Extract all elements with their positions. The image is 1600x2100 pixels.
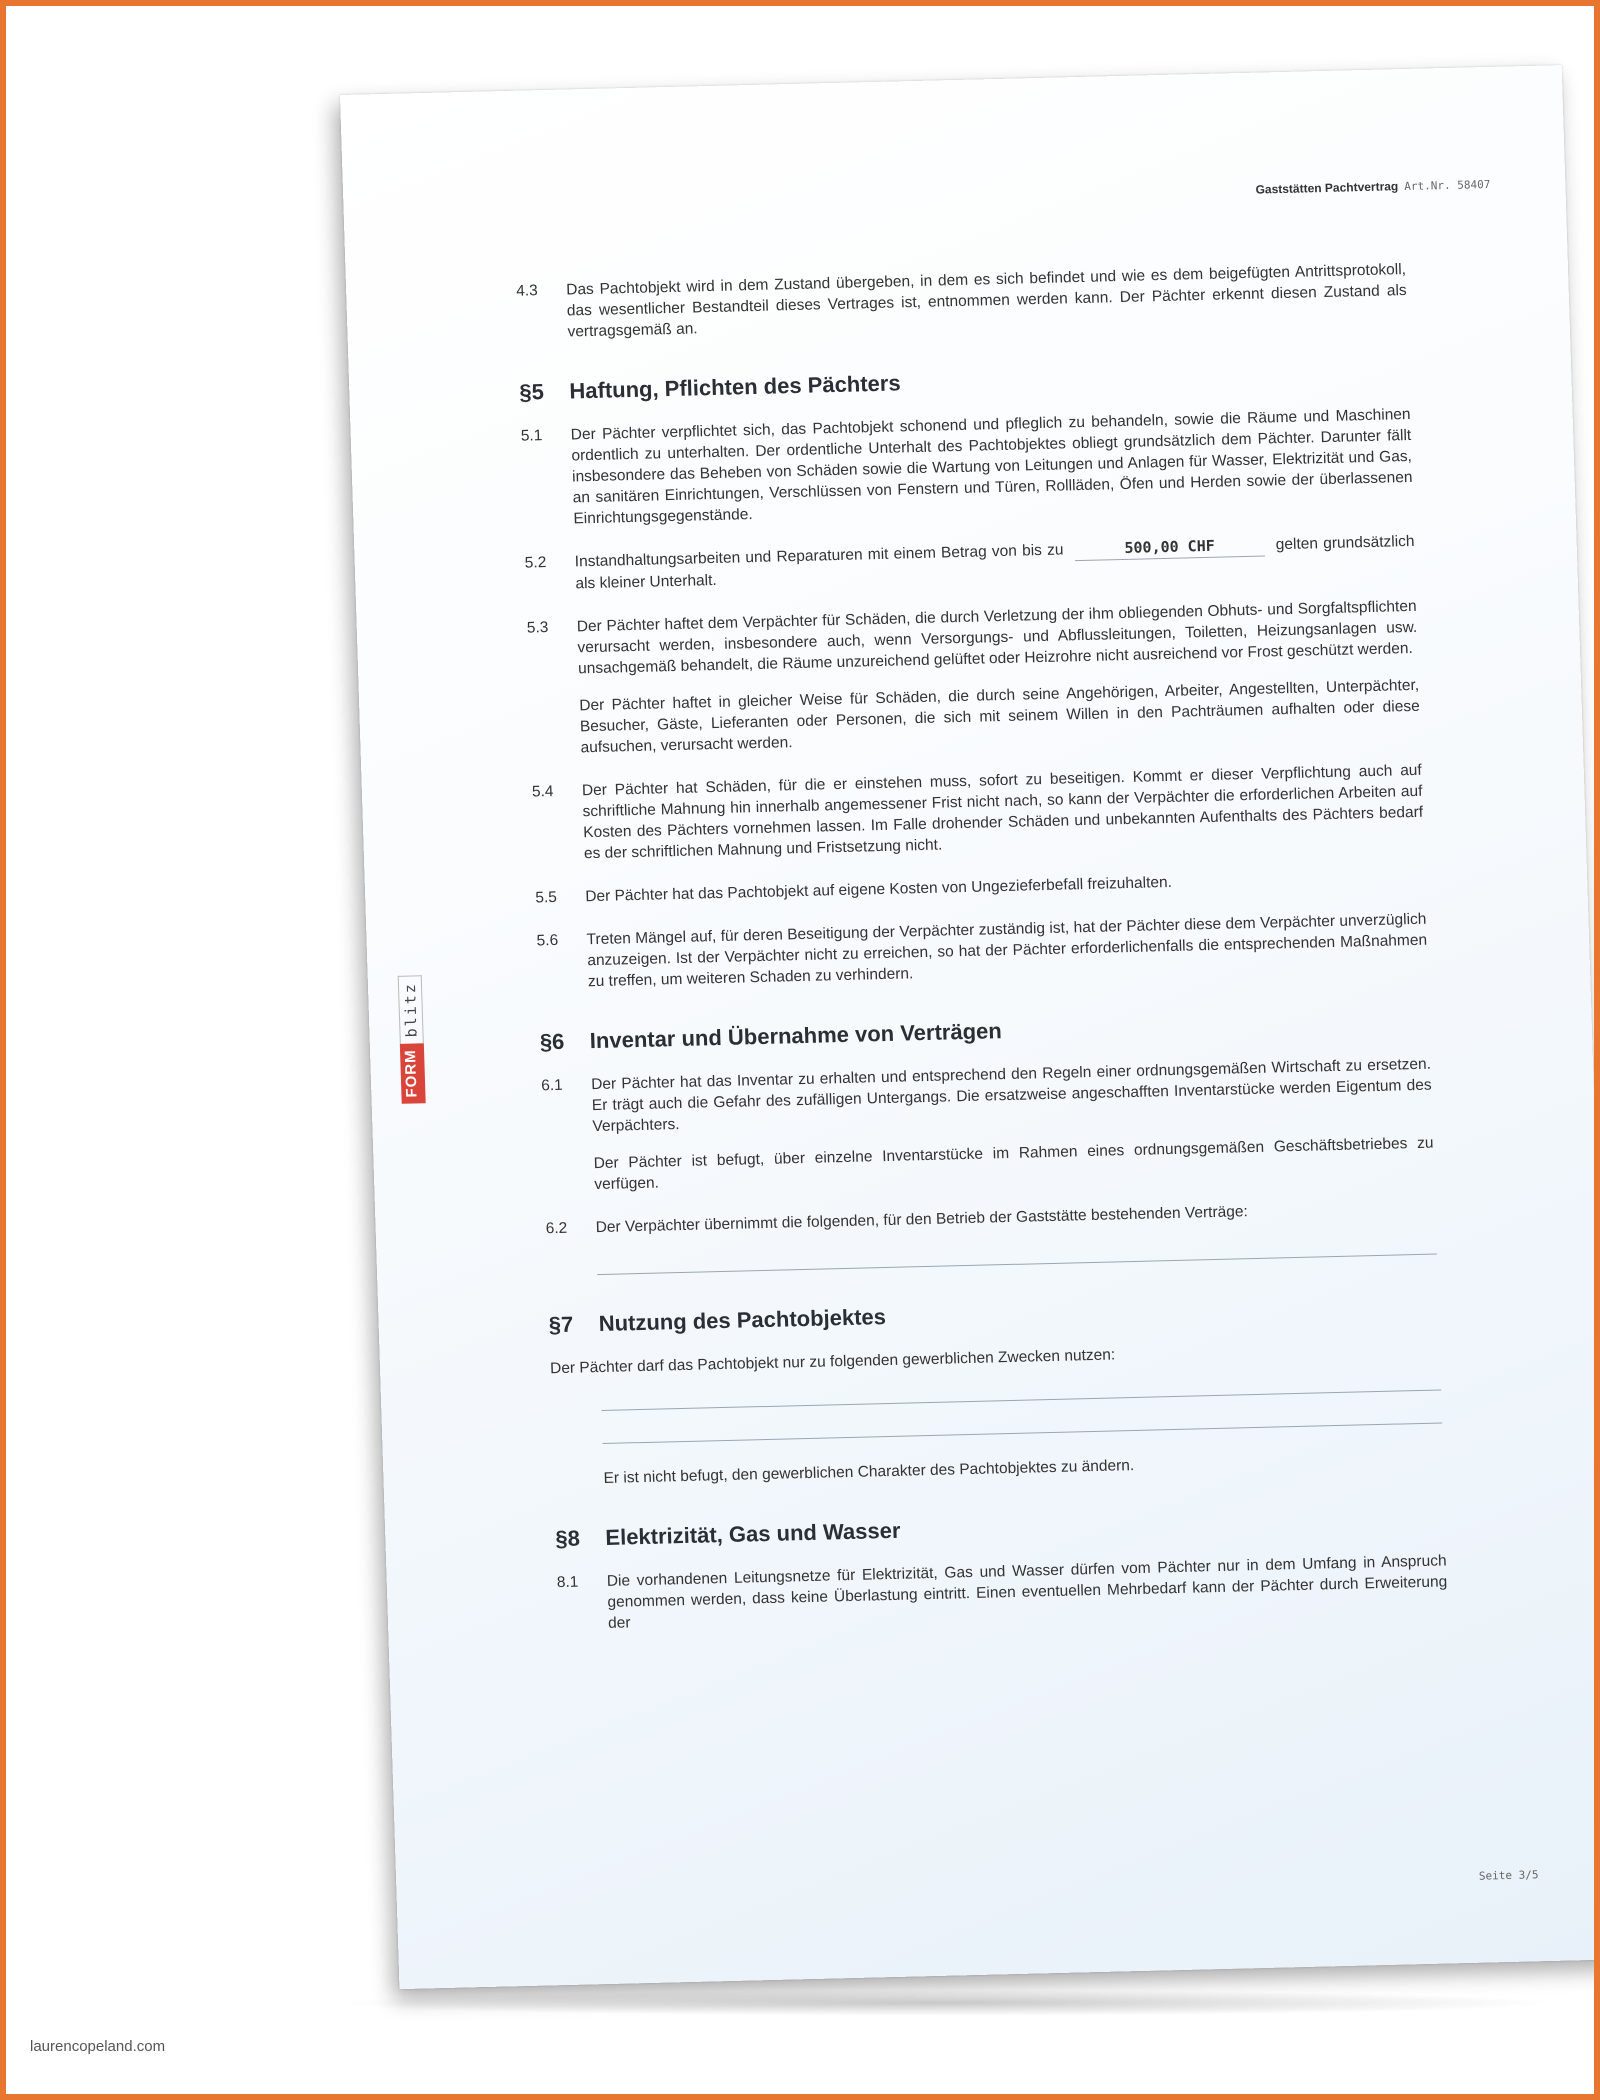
section-heading-8 xyxy=(555,1504,1446,1552)
section-number: §7 xyxy=(548,1311,574,1338)
clause-text xyxy=(591,1054,1435,1195)
clause-text xyxy=(576,596,1420,758)
logo-form: FORM xyxy=(400,1043,426,1104)
header-art-nr: Art.Nr. 58407 xyxy=(1404,177,1491,194)
section-title: Nutzung des Pachtobjektes xyxy=(598,1304,887,1337)
clause-text: Das Pachtobjekt wird in dem Zustand übergeben, in dem es sich befindet und wie es dem beigefügten Antrittsprotokoll, das wesentlicher Bestandteil dieses Vertrages ist, entnommen werden kann. Der Pächter erkennt diesen Zustand als vertragsgemäß an. xyxy=(565,261,1407,341)
section-number: §5 xyxy=(519,379,545,405)
section-number: §6 xyxy=(539,1028,565,1055)
clause-5-3 xyxy=(527,596,1421,760)
clause-number: 5.4 xyxy=(531,782,554,801)
clause-text-before: Instandhaltungsarbeiten und Reparaturen mit einem Betrag von bis zu xyxy=(574,541,1064,571)
logo-blitz: blitz xyxy=(398,975,424,1044)
clause-text: Der Pächter hat das Pachtobjekt auf eigene Kosten von Ungezieferbefall freizuhalten. xyxy=(585,873,1173,906)
section-number: §8 xyxy=(555,1525,581,1552)
header-title: Gaststätten Pachtvertrag xyxy=(1255,179,1399,197)
section-heading-6 xyxy=(539,1008,1430,1056)
clause-number: 5.1 xyxy=(520,427,543,445)
clause-paragraph: Der Pächter hat das Inventar zu erhalten und entsprechend den Regeln einer ordnungsgemäßen Wirtschaft zu ersetzen. Er trägt auch die Gefahr des zufälligen Untergangs. Die ersatzweise angeschafften Inventarstücke werden Eigentum des Verpächters. xyxy=(590,1055,1432,1136)
paper-shadow xyxy=(330,1990,1560,2016)
section-heading-7 xyxy=(548,1291,1439,1339)
clause-5-4 xyxy=(532,760,1424,866)
clause-number: 6.2 xyxy=(545,1219,568,1238)
clause-number: 5.5 xyxy=(535,888,558,907)
clause-number: 5.2 xyxy=(524,554,547,572)
formblitz-logo xyxy=(398,975,426,1104)
clause-4-3 xyxy=(516,259,1408,344)
section-heading-5 xyxy=(519,358,1410,406)
page-number: Seite 3/5 xyxy=(1478,1868,1539,1883)
clause-5-2 xyxy=(524,531,1415,596)
usage-text: Der Pächter darf das Pachtobjekt nur zu folgenden gewerblichen Zwecken nutzen: xyxy=(549,1346,1116,1378)
clause-number: 8.1 xyxy=(556,1573,579,1592)
section-title: Inventar und Übernahme von Verträgen xyxy=(589,1018,1003,1054)
clause-5-6 xyxy=(536,909,1428,994)
section-title: Haftung, Pflichten des Pächters xyxy=(569,370,901,404)
clause-number: 6.1 xyxy=(540,1076,564,1095)
clause-text: Die vorhandenen Leitungsnetze für Elektrizität, Gas und Wasser dürfen vom Pächter nur in dem Umfang in Anspruch genommen werden, dass keine Überlastung eintritt. Einen eventuellen Mehrbedarf kann der Pächter durch Erweiterung der xyxy=(606,1552,1448,1632)
clause-number: 4.3 xyxy=(515,282,539,300)
clause-paragraph: Der Pächter haftet in gleicher Weise für Schäden, die durch seine Angehörigen, Arbeiter, Angestellten, Unterpächter, Besucher, Gäste, Lieferanten oder Personen, die sich mit seinem Willen in den Pachträumen aufhalten oder diese aufsuchen, verursacht werden. xyxy=(579,676,1420,757)
clause-8-1 xyxy=(557,1550,1449,1635)
amount-field[interactable]: 500,00 CHF xyxy=(1074,535,1265,562)
document-page xyxy=(340,65,1600,1989)
usage-restriction-text: Er ist nicht befugt, den gewerblichen Charakter des Pachtobjektes zu ändern. xyxy=(603,1457,1135,1487)
clause-number: 5.6 xyxy=(536,931,559,950)
clause-text xyxy=(574,531,1415,595)
watermark: laurencopeland.com xyxy=(30,2038,166,2055)
clause-paragraph: Der Pächter ist befugt, über einzelne Inventarstücke im Rahmen eines ordnungsgemäßen Geschäftsbetriebes zu verfügen. xyxy=(593,1134,1434,1194)
clause-text-after: gelten grundsätzlich als kleiner Unterhalt. xyxy=(575,532,1415,593)
document-header xyxy=(1255,177,1490,197)
clause-text: Der Pächter hat Schäden, für die er einstehen muss, sofort zu beseitigen. Kommt er dieser Verpflichtung auch auf schriftliche Mahnung hin innerhalb angemessener Frist nicht nach, so kann der Verpächter die erforderlichen Arbeiten auf Kosten des Pächters vornehmen lassen. Im Falle drohender Schäden und unbekannten Aufenthalts des Pächters bedarf es der schriftlichen Mahnung und Fristsetzung nicht. xyxy=(581,761,1424,863)
clause-paragraph: Der Pächter haftet dem Verpächter für Schäden, die durch Verletzung der ihm obliegenden Obhuts- und Sorgfaltspflichten verursacht werden, insbesondere auch, wenn Versorgungs- und Abflussleitungen, Toiletten, Heizungsanlagen usw. unsachgemäß behandelt, die Räume unzureichend gelüftet oder Heizrohre nicht ausreichend vor Frost geschützt werden. xyxy=(576,597,1418,678)
clause-text: Der Pächter verpflichtet sich, das Pachtobjekt schonend und pfleglich zu behandeln, sowie die Räume und Maschinen ordentlich zu unterhalten. Der ordentliche Unterhalt des Pachtobjektes obliegt grundsätzlich dem Pächter. Darunter fällt insbesondere das Beheben von Schäden sowie die Wartung von Leitungen und Anlagen für Wasser, Elektrizität und Gas, an sanitären Einrichtungen, Verschlüssen von Fenstern und Türen, Rollläden, Öfen und Herden sowie der überlassenen Einrichtungsgegenstände. xyxy=(570,405,1413,528)
clause-number: 5.3 xyxy=(526,619,549,637)
clause-5-1 xyxy=(520,404,1413,531)
clause-text: Treten Mängel auf, für deren Beseitigung der Verpächter zuständig ist, hat der Pächter diese dem Verpächter unverzüglich anzuzeigen. Ist der Verpächter nicht zu erreichen, so hat der Pächter erforderlichenfalls die entsprechenden Maßnahmen zu treffen, um weiteren Schaden zu verhindern. xyxy=(586,910,1428,991)
clause-text: Der Verpächter übernimmt die folgenden, für den Betrieb der Gaststätte bestehenden Verträge: xyxy=(595,1203,1249,1237)
clause-6-1 xyxy=(541,1054,1435,1197)
section-title: Elektrizität, Gas und Wasser xyxy=(605,1517,901,1550)
clause-5-5 xyxy=(535,866,1425,909)
document-body xyxy=(516,259,1449,1657)
